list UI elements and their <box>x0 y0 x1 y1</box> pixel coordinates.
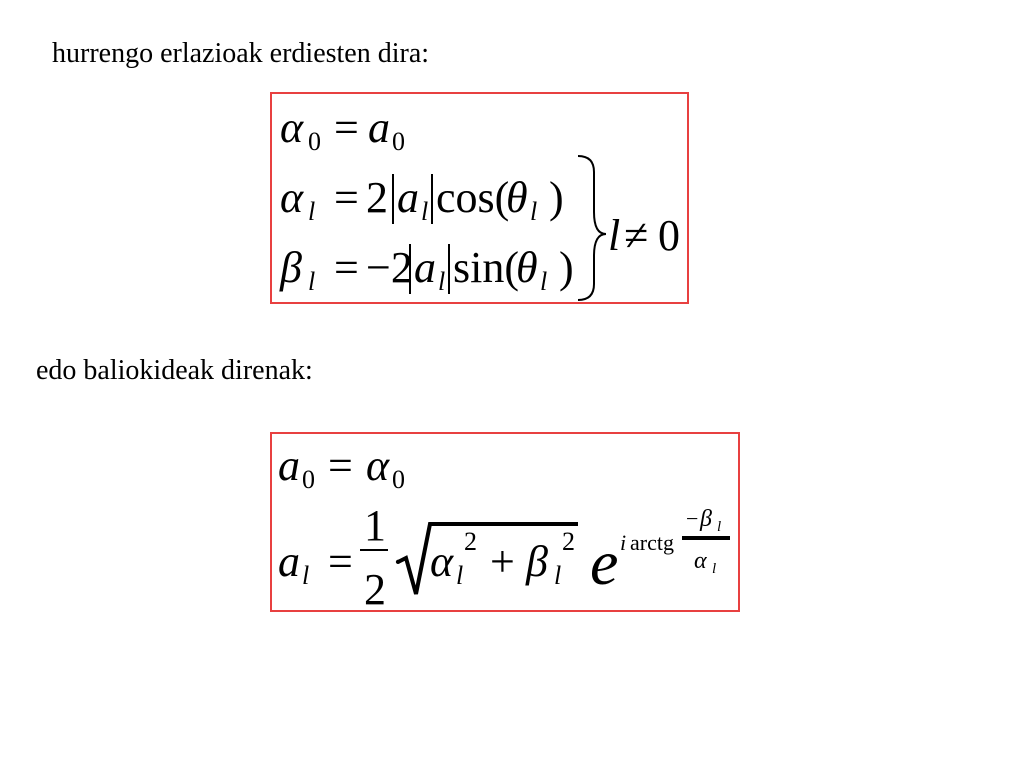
plus-sign: + <box>490 537 515 586</box>
alpha-symbol: α <box>280 103 304 152</box>
square-root-sign <box>398 524 578 594</box>
fraction-numerator: 1 <box>364 501 386 550</box>
condition-l: l <box>608 211 621 260</box>
a-symbol: a <box>368 103 390 152</box>
sin-function: sin( <box>453 243 519 292</box>
subscript-l: l <box>456 561 464 590</box>
exponent-two: 2 <box>464 527 477 556</box>
alpha-symbol: α <box>430 537 454 586</box>
subscript-l: l <box>308 267 316 296</box>
coefficient-minus-two: −2 <box>366 243 413 292</box>
cos-function: cos( <box>436 173 510 222</box>
right-brace <box>578 156 606 300</box>
arctg-function: arctg <box>630 530 674 555</box>
equals-sign: = <box>328 537 353 586</box>
equals-sign: = <box>334 103 359 152</box>
a-symbol: a <box>278 441 300 490</box>
intro-text: hurrengo erlazioak erdiesten dira: <box>52 38 430 69</box>
equals-sign: = <box>334 243 359 292</box>
relations-formula <box>272 94 691 306</box>
beta-symbol: β <box>526 537 548 586</box>
subscript-zero: 0 <box>302 465 315 494</box>
subscript-l: l <box>712 561 717 577</box>
alpha-symbol: α <box>366 441 390 490</box>
alpha-symbol: α <box>694 548 707 574</box>
subscript-l: l <box>530 197 538 226</box>
equals-sign: = <box>334 173 359 222</box>
subscript-l: l <box>438 267 446 296</box>
coefficient-two: 2 <box>366 173 388 222</box>
formula-box-equivalents <box>270 432 740 612</box>
theta-symbol: θ <box>506 173 528 222</box>
theta-symbol: θ <box>516 243 538 292</box>
minus-sign: − <box>686 506 699 531</box>
a-symbol: a <box>278 537 300 586</box>
beta-symbol: β <box>700 506 712 532</box>
subscript-zero: 0 <box>392 127 405 156</box>
subscript-l: l <box>308 197 316 226</box>
equivalent-text: edo baliokideak direnak: <box>36 355 313 386</box>
subscript-zero: 0 <box>308 127 321 156</box>
fraction-denominator: 2 <box>364 565 386 614</box>
exponent-two: 2 <box>562 527 575 556</box>
subscript-l: l <box>302 561 310 590</box>
subscript-zero: 0 <box>392 465 405 494</box>
subscript-l: l <box>717 519 722 535</box>
formula-box-relations <box>270 92 689 304</box>
paren-close: ) <box>549 173 564 222</box>
a-symbol: a <box>414 243 436 292</box>
subscript-l: l <box>540 267 548 296</box>
a-symbol: a <box>397 173 419 222</box>
subscript-l: l <box>554 561 562 590</box>
imaginary-i: i <box>620 530 627 555</box>
alpha-symbol: α <box>280 173 304 222</box>
subscript-l: l <box>421 197 429 226</box>
condition-zero: 0 <box>658 211 680 260</box>
not-equal-sign: ≠ <box>624 211 649 260</box>
multiply-dot: · <box>392 542 404 582</box>
paren-close: ) <box>559 243 574 292</box>
equals-sign: = <box>328 441 353 490</box>
euler-e: e <box>590 527 619 598</box>
beta-symbol: β <box>280 243 302 292</box>
equivalents-formula <box>272 434 742 614</box>
